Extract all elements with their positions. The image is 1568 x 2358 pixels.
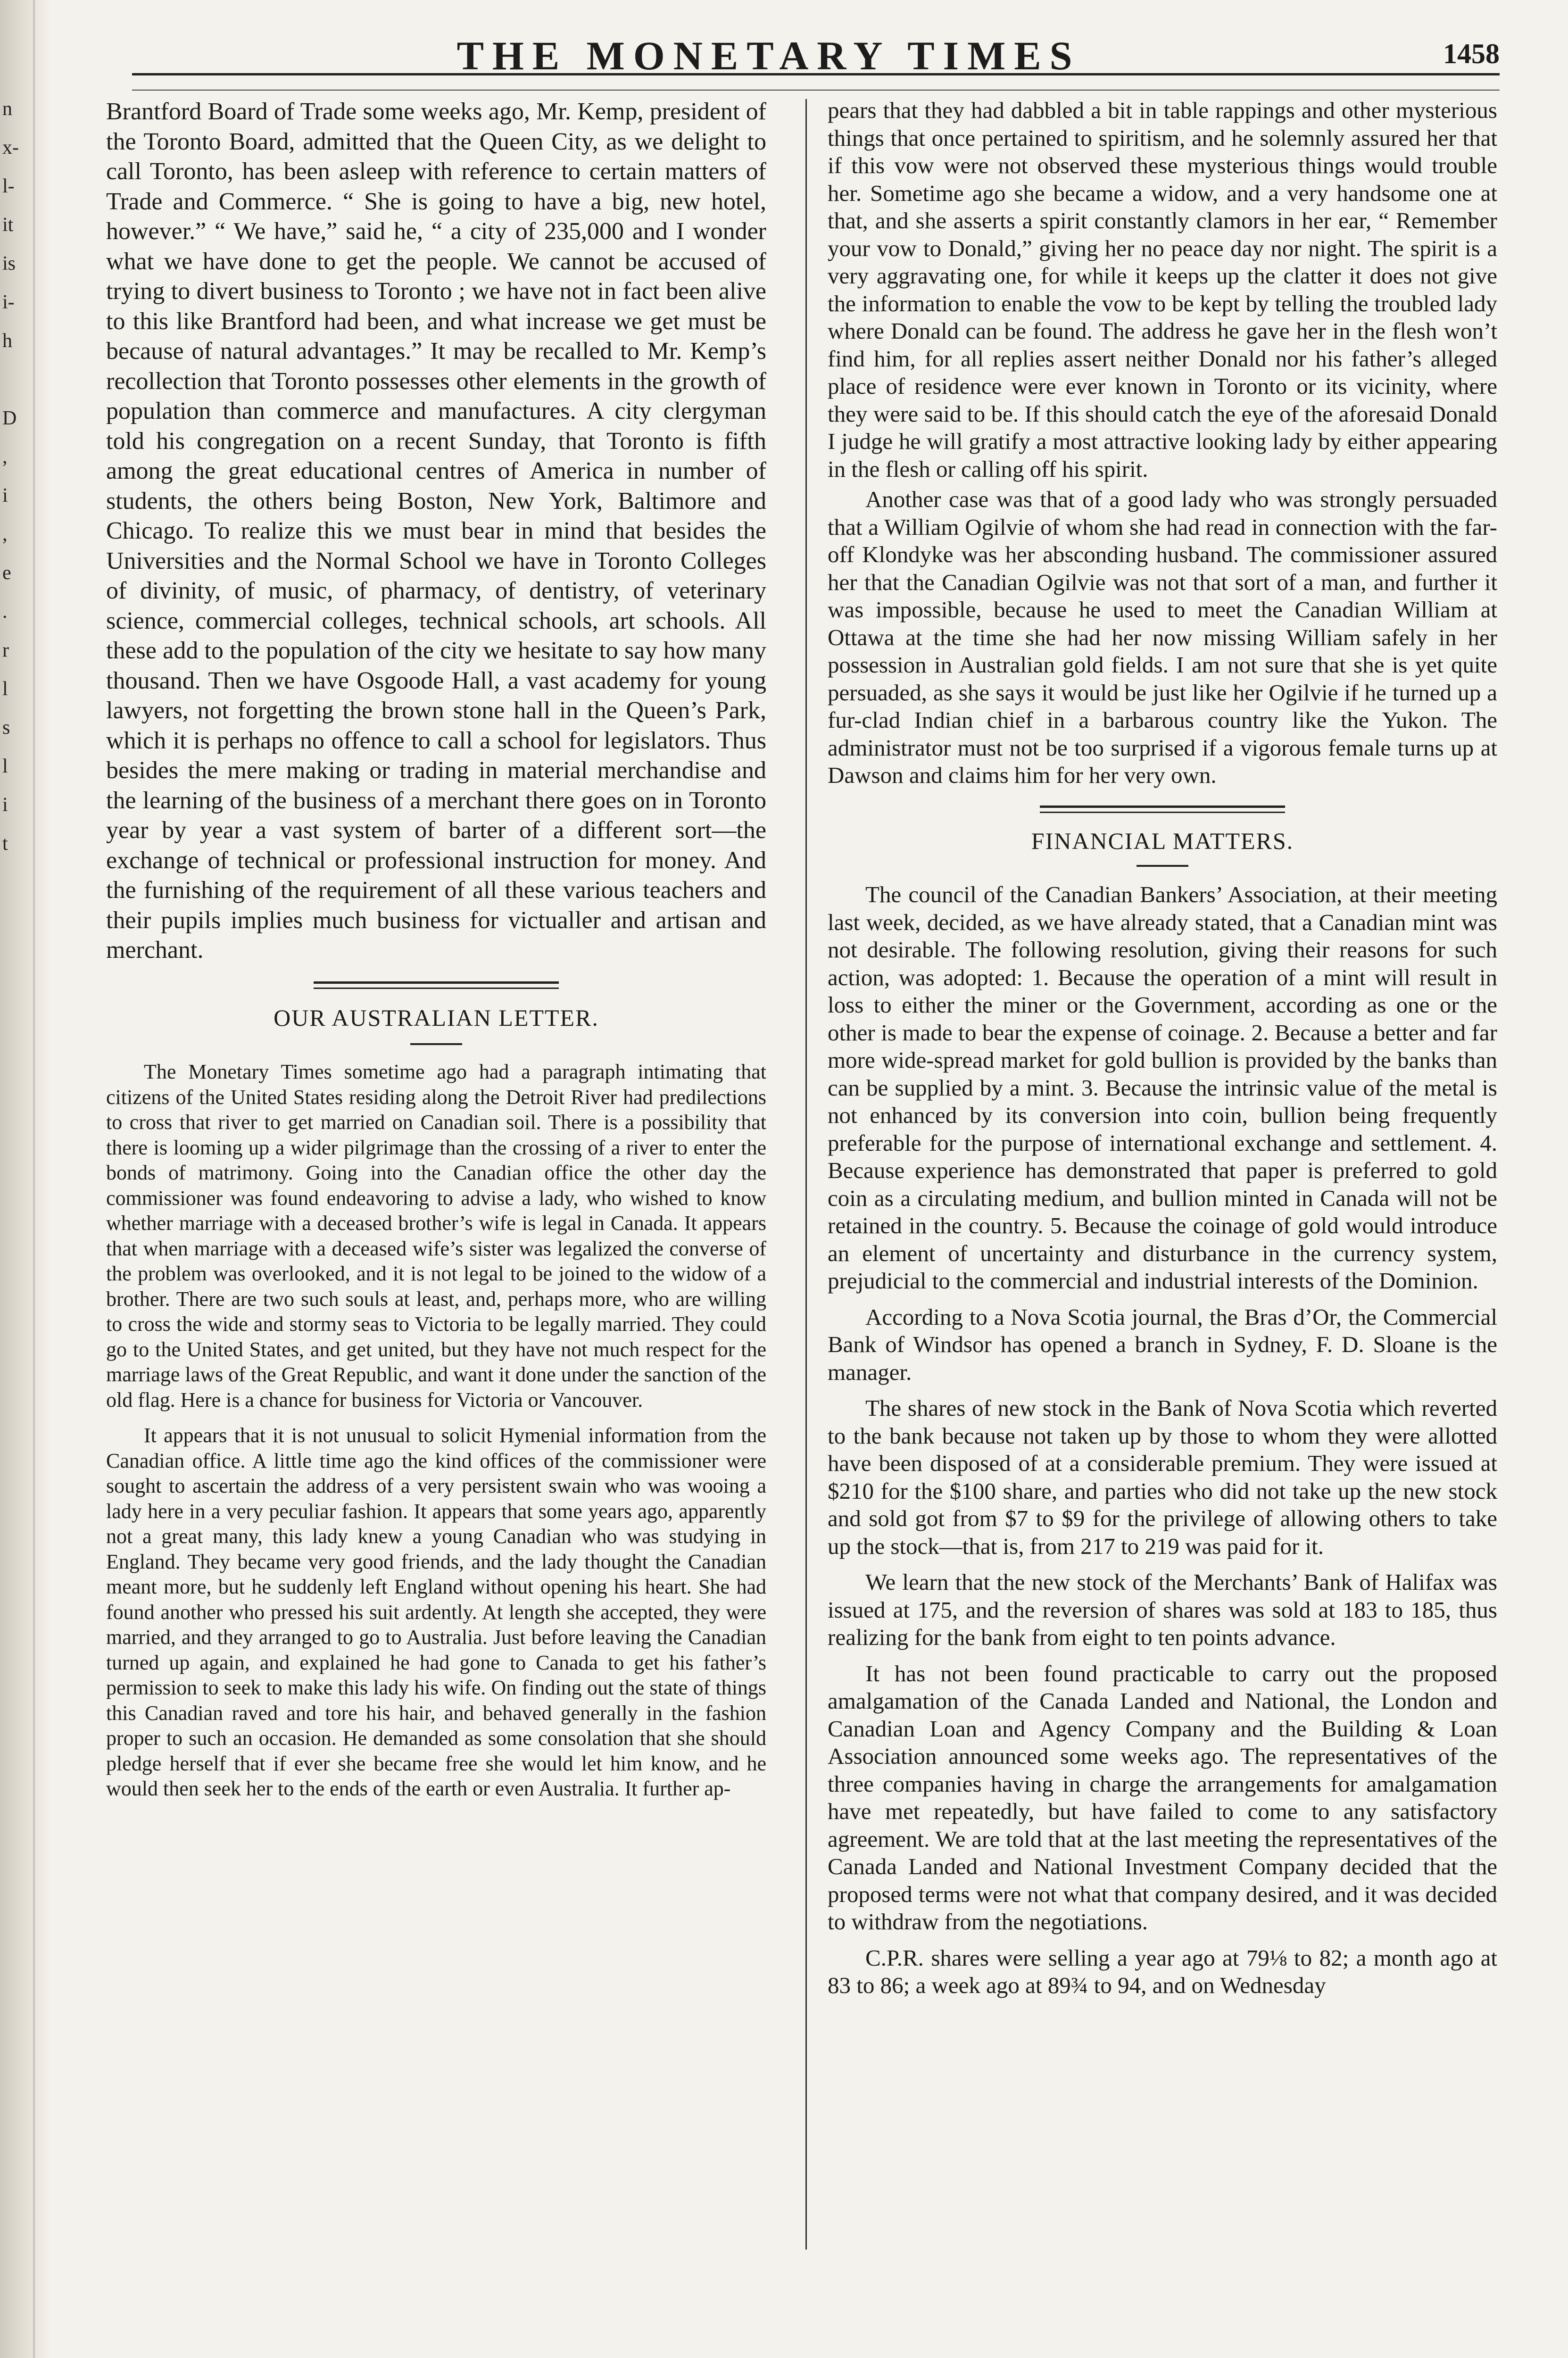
financial-paragraph-6: C.P.R. shares were selling a year ago at 79⅛ to 82; a month ago at 83 to 86; a week ago at 89¾ to 94, and on Wednesday (828, 1944, 1497, 1998)
margin-fragment: is (2, 253, 16, 274)
page-number: 1458 (1443, 38, 1500, 69)
header-rule-thin (132, 90, 1500, 91)
continuation-paragraph-1: pears that they had dabbled a bit in table rappings and other mysterious things that once pertained to spiritism, and he solemnly assured her that if this vow were not observed these mysterious things would trouble her. Sometime ago she became a widow, and a very handsome one at that, and she asserts a spirit constantly clamors in her ear, “ Remember your vow to Donald,” giving her no peace day nor night. The spirit is a very aggravating one, for while it keeps up the clatter it does not give the information to enable the vow to be kept by telling the troubled lady where Donald can be found. The address he gave her in the flesh won’t find him, for all replies assert neither Donald nor his father’s alleged place of residence were ever known in Toronto or its vicinity, where they were said to be. If this should catch the eye of the aforesaid Donald I judge he will gratify a most attractive looking lady by either appearing in the flesh or calling off his spirit. (828, 97, 1497, 482)
heading-underline (410, 1043, 462, 1045)
right-column (828, 97, 1497, 2002)
margin-fragment: e (2, 562, 11, 584)
financial-paragraph-2: According to a Nova Scotia journal, the Bras d’Or, the Commercial Bank of Windsor has opened a branch in Sydney, F. D. Sloane is the manager. (828, 1304, 1497, 1385)
australian-paragraph-1: The Monetary Times sometime ago had a paragraph intimating that citizens of the United States residing along the Detroit River had predilections to cross that river to get married on Canadian soil. There is a possibility that there is looming up a wider pilgrimage than the crossing of a river to enter the bonds of matrimony. Going into the Canadian office the other day the commissioner was found endeavoring to advise a lady, who wished to know whether marriage with a deceased brother’s wife is legal in Canada. It appears that when marriage with a deceased wife’s sister was legalized the converse of the problem was overlooked, and it is not legal to be joined to the widow of a brother. There are two such souls at least, and, perhaps more, who are willing to cross the wide and stormy seas to Victoria to be legally married. They could go to the United States, and get united, but they have not much respect for the marriage laws of the Great Republic, and want it done under the sanction of the old flag. Here is a chance for business for Victoria or Vancouver. (106, 1060, 766, 1411)
heading-underline (1137, 865, 1188, 867)
section-heading-australian-letter: OUR AUSTRALIAN LETTER. (274, 1004, 599, 1031)
margin-fragment: l (2, 678, 8, 700)
left-column (106, 97, 766, 1804)
margin-fragment: t (2, 833, 8, 855)
margin-fragment: i (2, 794, 8, 816)
financial-paragraph-3: The shares of new stock in the Bank of Nova Scotia which reverted to the bank because not taken up by those to whom they were allotted have been disposed of at a considerable premium. They were issued at $210 for the $100 share, and parties who did not take up the new stock and sold got from $7 to $9 for the privilege of allowing others to take up the stock—that is, from 217 to 219 was paid for it. (828, 1395, 1497, 1559)
section-separator (314, 981, 559, 989)
header-rule (132, 73, 1500, 75)
margin-fragment: . (2, 601, 8, 623)
article-toronto-paragraph: Brantford Board of Trade some weeks ago, Mr. Kemp, president of the Toronto Board, admitted that the Queen City, as we delight to call Toronto, has been asleep with reference to certain matters of Trade and Commerce. “ She is going to have a big, new hotel, however.” “ We have,” said he, “ a city of 235,000 and I wonder what we have done to get the people. We cannot be accused of trying to divert business to Toronto ; we have not in fact been alive to this like Brantford had been, and what increase we get must be because of natural advantages.” It may be recalled to Mr. Kemp’s recollection that Toronto possesses other elements in the growth of population than commerce and manufactures. A city clergyman told his congregation on a recent Sunday, that Toronto is fifth among the great educational centres of America in number of students, the others being Boston, New York, Baltimore and Chicago. To realize this we must bear in mind that besides the Universities and the Normal School we have in Toronto Colleges of divinity, of music, of pharmacy, of dentistry, of veterinary science, commercial colleges, technical schools, art schools. All these add to the population of the city we hesitate to say how many thousand. Then we have Osgoode Hall, a vast academy for young lawyers, not forgetting the brown stone hall in the Queen’s Park, which it is perhaps no offence to call a school for legislators. Thus besides the mere making or trading in material merchandise and the learning of the business of a merchant there goes on in Toronto year by year a vast system of barter of a different sort—the exchange of technical or professional instruction for money. And the furnishing of the requirement of all these various teachers and their pupils implies much business for victualler and artisan and merchant. (106, 98, 766, 963)
margin-fragment: l (2, 756, 8, 777)
margin-fragment: x- (2, 137, 19, 158)
column-divider (805, 99, 807, 2250)
publication-title: THE MONETARY TIMES (456, 33, 1081, 78)
australian-paragraph-2: It appears that it is not unusual to solicit Hymenial information from the Canadian office. A little time ago the kind offices of the commissioner were sought to ascertain the address of a very persistent swain who was wooing a lady here in a very peculiar fashion. It appears that some years ago, apparently not a great many, this lady knew a young Canadian who was studying in England. They became very good friends, and the lady thought the Canadian meant more, but he suddenly left England without opening his heart. She had found another who pressed his suit ardently. At length she accepted, they were married, and they arranged to go to Australia. Just before leaving the Canadian turned up again, and explained he had gone to Canada to get his father’s permission to seek to make this lady his wife. On finding out the state of things this Canadian raved and tore his hair, and behaved generally in the fashion proper to such an occasion. He demanded as some consolation that she should pledge herself that if ever she became free she would let him know, and he would then seek her to the ends of the earth or even Australia. It further ap- (106, 1424, 766, 1800)
margin-fragment: i- (2, 291, 15, 313)
margin-fragment: , (2, 446, 8, 468)
continuation-paragraph-2: Another case was that of a good lady who was strongly persuaded that a William Ogilvie of whom she had read in connection with the far-off Klondyke was her absconding husband. The commissioner assured her that the Canadian Ogilvie was not that sort of a man, and further it was impossible, because he used to meet the Canadian William at Ottawa at the time she had her now missing William safely in her possession in Australian gold fields. I am not sure that she is yet quite persuaded, as she says it would be just like her Ogilvie if he turned up a fur-clad Indian chief in a barbarous country like the Yukon. The administrator must not be too surprised if a vigorous female turns up at Dawson and claims him for her very own. (828, 486, 1497, 788)
masthead (132, 24, 1500, 80)
margin-fragment (2, 360, 21, 399)
margin-fragment: s (2, 717, 10, 739)
margin-fragment: n (2, 98, 12, 120)
financial-paragraph-4: We learn that the new stock of the Merchants’ Bank of Halifax was issued at 175, and the reversion of shares was sold at 183 to 185, thus realizing for the bank from eight to ten points advance. (828, 1569, 1497, 1650)
section-heading-financial-matters: FINANCIAL MATTERS. (1031, 827, 1294, 854)
margin-fragment: , (2, 523, 8, 545)
margin-text-fragments (2, 90, 21, 863)
margin-fragment: l- (2, 175, 15, 197)
margin-fragment: it (2, 214, 14, 236)
margin-fragment: r (2, 639, 9, 661)
financial-paragraph-1: The council of the Canadian Bankers’ Association, at their meeting last week, decided, as we have already stated, that a Canadian mint was not desirable. The following resolution, giving their reasons for such action, was adopted: 1. Because the operation of a mint will result in loss to either the miner or the Government, according as one or the other is made to bear the expense of coinage. 2. Because a better and far more wide-spread market for gold bullion is provided by the banks than can be supplied by a mint. 3. Because the intrinsic value of the metal is not enhanced by its conversion into coin, bullion being frequently preferable for the purpose of international exchange and settlement. 4. Because experience has demonstrated that paper is preferred to gold coin as a circulating medium, and bullion minted in Canada will not be retained in the country. 5. Because the coinage of gold would introduce an element of uncertainty and disturbance in the currency system, prejudicial to the commercial and industrial interests of the Dominion. (828, 881, 1497, 1294)
section-separator (1040, 805, 1285, 813)
margin-fragment: h (2, 330, 12, 352)
page-edge (33, 0, 35, 2358)
margin-fragment: D (2, 407, 17, 429)
financial-paragraph-5: It has not been found practicable to carry out the proposed amalgamation of the Canada Landed and National, the London and Canadian Loan and Agency Company and the Building & Loan Association announced some weeks ago. The representatives of the three companies having in charge the arrangements for amalgamation have met repeatedly, but have failed to come to any satisfactory agreement. We are told that at the last meeting the representatives of the Canada Landed and National Investment Company decided that the proposed terms were not what that company desired, and it was decided to withdraw from the negotiations. (828, 1660, 1497, 1935)
margin-fragment: i (2, 485, 8, 506)
